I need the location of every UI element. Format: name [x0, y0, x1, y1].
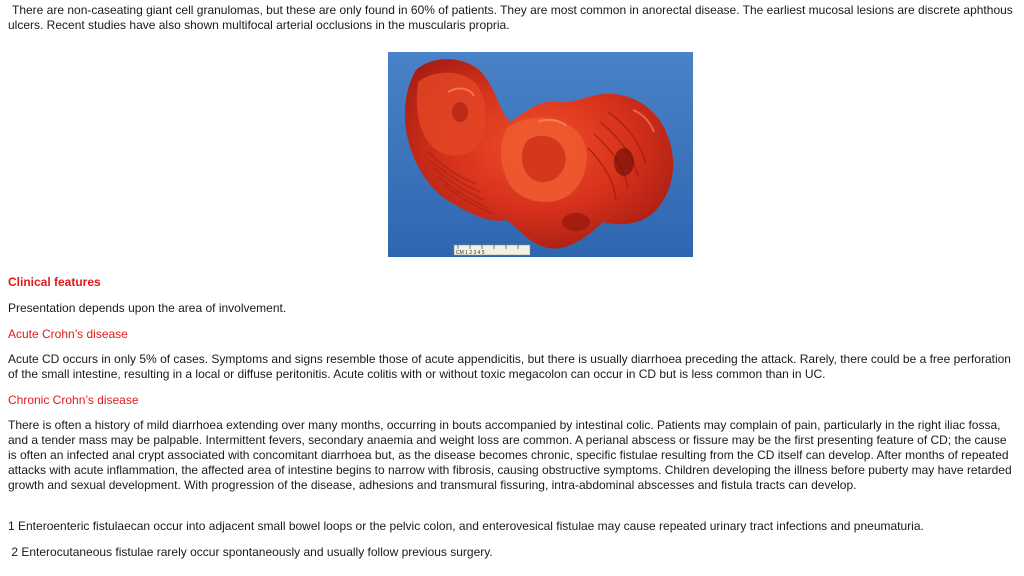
ruler-label: CM 1 2 3 4 5	[456, 250, 485, 256]
specimen-photo	[388, 52, 693, 257]
presentation-text: Presentation depends upon the area of involvement.	[8, 301, 287, 315]
clinical-features-heading: Clinical features	[8, 275, 101, 289]
intro-paragraph: There are non-caseating giant cell granulomas, but these are only found in 60% of patients. They are most common in anorectal disease. The earliest mucosal lesions are discrete aphthous ulcers. Recent studies have also shown multifocal arterial occlusions in the muscularis propria.	[8, 3, 1013, 32]
acute-crohns-text: Acute CD occurs in only 5% of cases. Symptoms and signs resemble those of acute appendicitis, but there is usually diarrhoea preceding the attack. Rarely, there could be a free perforation of the small intestine, resulting in a local or diffuse peritonitis. Acute colitis with or without toxic megacolon can occur in CD but is less common than in UC.	[8, 352, 1011, 381]
chronic-crohns-text: There is often a history of mild diarrhoea extending over many months, occurring in bouts accompanied by intestinal colic. Patients may complain of pain, particularly in the right iliac fossa, and a tender mass may be palpable. Intermittent fevers, secondary anaemia and weight loss are common. A perianal abscess or fissure may be the first presenting feature of CD; the cause is often an infected anal crypt associated with concomitant diarrhoea but, as the disease becomes chronic, specific fistulae resulting from the CD itself can develop. After months of repeated attacks with acute inflammation, the affected area of intestine begins to narrow with fibrosis, causing obstructive symptoms. Children developing the illness before puberty may have retarded growth and sexual development. With progression of the disease, adhesions and transmural fissuring, intra-abdominal abscesses and fistula tracts can develop.	[8, 418, 1012, 492]
acute-crohns-heading: Acute Crohn’s disease	[8, 327, 128, 341]
list-item: 2 Enterocutaneous fistulae rarely occur spontaneously and usually follow previous surgery.	[8, 545, 493, 559]
chronic-crohns-heading: Chronic Crohn’s disease	[8, 393, 139, 407]
list-item: 1 Enteroenteric fistulaecan occur into adjacent small bowel loops or the pelvic colon, and enterovesical fistulae may cause repeated urinary tract infections and pneumaturia.	[8, 519, 924, 533]
specimen-illustration	[388, 52, 693, 257]
